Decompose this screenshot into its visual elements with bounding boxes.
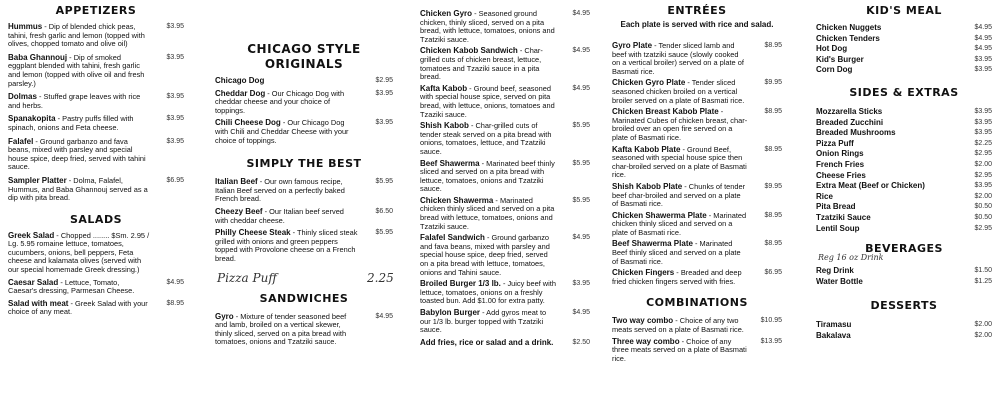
menu-item-name: Pita Bread bbox=[816, 202, 856, 212]
menu-item bbox=[215, 178, 393, 204]
sides-list bbox=[816, 107, 992, 234]
menu-item bbox=[8, 115, 184, 132]
menu-item-name: Hot Dog bbox=[816, 44, 848, 54]
menu-item-description: - Char-grilled cuts of tender steak served on a pita bread with onions, tomatoes, lettuce, and Tzatziki sauce. bbox=[420, 121, 552, 156]
menu-item-name: Dolmas bbox=[8, 92, 37, 102]
menu-item bbox=[612, 146, 782, 180]
menu-item bbox=[816, 202, 992, 213]
menu-item-price: $6.95 bbox=[166, 176, 184, 184]
sandwiches-continued-list bbox=[420, 10, 590, 335]
menu-item-price: $4.95 bbox=[572, 309, 590, 316]
menu-item bbox=[420, 10, 590, 44]
menu-item bbox=[215, 313, 393, 347]
menu-item-text bbox=[8, 93, 184, 110]
menu-item-price: $3.95 bbox=[974, 107, 992, 115]
menu-item-text bbox=[215, 313, 393, 347]
menu-item bbox=[816, 213, 992, 224]
menu-item-name: Chili Cheese Dog bbox=[215, 118, 281, 128]
menu-item-text bbox=[420, 197, 590, 231]
menu-item-name: Mozzarella Sticks bbox=[816, 106, 883, 116]
menu-item-description: - Dolma, Falafel, Hummus, and Baba Ghannouj served as a dip with pita bread. bbox=[8, 175, 148, 203]
menu-item-name: Greek Salad bbox=[8, 230, 55, 240]
menu-item bbox=[215, 77, 393, 86]
menu-item-name: Breaded Zucchini bbox=[816, 117, 884, 127]
menu-item-price: $3.95 bbox=[974, 118, 992, 126]
menu-item-description: - Ground beef, seasoned with special house spice, served on pita bread, with lettuce, onions, tomatoes and Tzaziki sauce. bbox=[420, 83, 555, 119]
menu-item-description: - Ground Beef, seasoned with special house spice then char-broiled served on a plate of Basmati rice. bbox=[612, 144, 747, 180]
menu-item-name: Philly Cheese Steak bbox=[215, 228, 291, 238]
menu-item-text bbox=[612, 240, 782, 266]
sandwiches-list bbox=[215, 313, 393, 347]
menu-item-name: Corn Dog bbox=[816, 65, 853, 75]
menu-item-description: - Tender sliced seasoned chicken broiled on a vertical broiler served on a plate of Basmati rice. bbox=[612, 78, 745, 105]
menu-item-description: - Stuffed grape leaves with rice and herbs. bbox=[8, 92, 141, 110]
menu-item-price: $3.95 bbox=[974, 66, 992, 74]
menu-item-price: $3.95 bbox=[166, 93, 184, 101]
chicago-heading-line2: ORIGINALS bbox=[264, 57, 344, 71]
menu-item-name: Baba Ghannouj bbox=[8, 52, 68, 62]
menu-item-price: $2.95 bbox=[375, 77, 393, 84]
menu-item-description: - Our Chicago Dog with cheddar cheese and your choice of toppings. bbox=[215, 88, 345, 115]
menu-item bbox=[816, 44, 992, 55]
menu-item-name: Babylon Burger bbox=[420, 308, 481, 317]
menu-item-name: Broiled Burger 1/3 lb. bbox=[420, 279, 501, 289]
menu-item-text bbox=[8, 177, 184, 203]
menu-item-name: Caesar Salad bbox=[8, 277, 59, 287]
menu-item-name: Falafel bbox=[8, 136, 34, 146]
menu-item-price: $4.95 bbox=[572, 234, 590, 242]
menu-item-text bbox=[215, 208, 393, 225]
menu-item-price: $3.95 bbox=[974, 129, 992, 137]
menu-item-text bbox=[420, 10, 590, 44]
menu-item bbox=[420, 85, 590, 119]
menu-item-name: Chicken Kabob Sandwich bbox=[420, 46, 518, 56]
menu-item bbox=[8, 138, 184, 172]
menu-item-price: $1.50 bbox=[974, 267, 992, 275]
menu-item bbox=[8, 300, 184, 317]
kids-heading: KID'S MEAL bbox=[866, 4, 942, 17]
appetizers-heading: APPETIZERS bbox=[55, 4, 137, 17]
menu-item-name: Water Bottle bbox=[816, 276, 863, 286]
menu-item-text bbox=[8, 279, 184, 296]
menu-item-description: - Dip of smoked eggplant blended with tahini, fresh garlic and lemon (topped with olive oil and fresh parsley.) bbox=[8, 52, 145, 88]
menu-item-price: $0.50 bbox=[974, 213, 992, 221]
menu-item-text bbox=[612, 269, 782, 286]
menu-item-price: $3.95 bbox=[974, 182, 992, 190]
handwritten-pizza-puff-price: 2.25 bbox=[367, 270, 394, 285]
menu-item bbox=[215, 229, 393, 263]
menu-item-text bbox=[215, 90, 393, 116]
menu-item-price: $9.95 bbox=[764, 182, 782, 190]
handwritten-drink-label: Reg 16 oz Drink bbox=[818, 253, 884, 263]
menu-item-name: Lentil Soup bbox=[816, 223, 860, 233]
menu-item-name: Chicken Fingers bbox=[612, 268, 675, 278]
menu-item bbox=[8, 177, 184, 203]
menu-item-text bbox=[612, 108, 782, 142]
menu-item-description: - Marinated chicken thinly sliced and served on a plate of Basmati rice. bbox=[612, 210, 747, 237]
menu-item bbox=[420, 160, 590, 194]
menu-item-price: $8.95 bbox=[764, 240, 782, 248]
menu-item bbox=[612, 269, 782, 286]
menu-item-description: - Char-grilled cuts of chicken breast, lettuce, tomatoes and Tzaziki sauce in a pita bread. bbox=[420, 46, 543, 82]
menu-item-text bbox=[8, 300, 184, 317]
menu-item-name: Three way combo bbox=[612, 336, 680, 346]
menu-item-name: Chicken Gyro Plate bbox=[612, 78, 686, 88]
menu-item-name: Reg Drink bbox=[816, 266, 854, 276]
menu-item bbox=[612, 183, 782, 209]
menu-item-price: $4.95 bbox=[974, 45, 992, 53]
menu-item-name: Tzatziki Sauce bbox=[816, 212, 871, 222]
menu-item-text bbox=[8, 138, 184, 172]
menu-item bbox=[816, 128, 992, 139]
menu-item-text bbox=[215, 178, 393, 204]
menu-item-text bbox=[612, 79, 782, 105]
menu-item-price: $4.95 bbox=[572, 10, 590, 17]
menu-item-price: $3.95 bbox=[166, 115, 184, 123]
menu-item-name: Cheddar Dog bbox=[215, 88, 266, 98]
menu-item-price: $2.95 bbox=[974, 150, 992, 158]
menu-item-price: $2.95 bbox=[974, 171, 992, 179]
menu-item-price: $2.00 bbox=[974, 192, 992, 200]
menu-item-price: $2.00 bbox=[974, 331, 992, 339]
menu-item bbox=[8, 93, 184, 110]
menu-item-price: $8.95 bbox=[764, 145, 782, 153]
addon-label: Add fries, rice or salad and a drink. bbox=[420, 337, 554, 347]
menu-item-name: Bakalava bbox=[816, 330, 851, 340]
menu-item bbox=[816, 181, 992, 192]
menu-item bbox=[816, 192, 992, 203]
menu-item-price: $4.95 bbox=[375, 312, 393, 320]
entrees-subtitle: Each plate is served with rice and salad. bbox=[620, 20, 774, 29]
menu-item-name: Gyro Plate bbox=[612, 41, 653, 50]
menu-item-text bbox=[8, 232, 184, 275]
menu-item bbox=[816, 224, 992, 235]
menu-item-text bbox=[420, 122, 590, 156]
menu-item-text bbox=[8, 115, 184, 132]
menu-item-description: - Our own famous recipe, Italian Beef served on a perfectly baked French bread. bbox=[215, 177, 345, 204]
menu-item-price: $8.95 bbox=[764, 42, 782, 49]
menu-item-description: - Add gyros meat to our 1/3 lb. burger topped with Tzatziki sauce. bbox=[420, 308, 547, 335]
entrees-column bbox=[612, 0, 782, 366]
menu-item-price: $4.95 bbox=[974, 34, 992, 42]
menu-item-price: $2.25 bbox=[974, 139, 992, 147]
entrees-list bbox=[612, 42, 782, 286]
menu-item-description: - Seasoned ground chicken, thinly sliced, served on a pita bread, with lettuce, tomatoes, onions and Tzatziki sauce. bbox=[420, 9, 555, 44]
menu-item-text bbox=[420, 160, 590, 194]
menu-item-name: Falafel Sandwich bbox=[420, 233, 485, 243]
combinations-heading: COMBINATIONS bbox=[646, 296, 748, 310]
menu-item bbox=[215, 208, 393, 225]
menu-item-description: - Ground garbanzo and fava beans, mixed with parsley and special house spice, deep fried, served on a pita bread with lettuce, tomatoes, onions and Tahini sauce. bbox=[420, 233, 550, 277]
menu-item-price: $5.95 bbox=[572, 159, 590, 167]
menu-item-description: - Pastry puffs filled with spinach, onions and Feta cheese. bbox=[8, 114, 134, 132]
menu-item-text bbox=[8, 54, 184, 88]
beverages-list bbox=[816, 266, 992, 287]
menu-item-text bbox=[612, 146, 782, 180]
desserts-list bbox=[816, 320, 992, 341]
menu-item bbox=[420, 309, 590, 335]
menu-item bbox=[816, 149, 992, 160]
menu-item bbox=[612, 42, 782, 76]
menu-item-price: $13.95 bbox=[760, 337, 782, 345]
menu-item-text bbox=[420, 47, 590, 81]
addon-note bbox=[420, 339, 590, 348]
menu-item bbox=[816, 160, 992, 171]
desserts-heading: DESSERTS bbox=[870, 299, 938, 313]
menu-item-description: - Thinly sliced steak grilled with onions and green peppers topped with Provolone cheese on a French bread. bbox=[215, 228, 358, 263]
chicago-heading-line1: CHICAGO STYLE bbox=[247, 42, 361, 56]
menu-item bbox=[816, 320, 992, 331]
menu-item-description: - Chopped ........ $Sm. 2.95 / Lg. 5.95 romaine lettuce, tomatoes, cucumbers, onions, bell peppers, Feta cheese and kalamata olives (served with our special homemade Greek dressing.) bbox=[8, 230, 150, 275]
menu-item-name: Beef Shawerma bbox=[420, 158, 480, 168]
menu-item-price: $3.95 bbox=[166, 137, 184, 145]
menu-item-name: Chicken Shawerma bbox=[420, 195, 494, 205]
menu-item bbox=[215, 119, 393, 145]
menu-item-price: $5.95 bbox=[572, 196, 590, 204]
menu-item-text bbox=[612, 317, 782, 334]
menu-item-text bbox=[612, 42, 782, 76]
menu-item-price: $3.95 bbox=[974, 55, 992, 63]
menu-item bbox=[612, 79, 782, 105]
menu-item-name: Breaded Mushrooms bbox=[816, 128, 896, 138]
menu-item-text bbox=[420, 85, 590, 119]
menu-item-name: Cheese Fries bbox=[816, 170, 866, 180]
menu-item-description: - Breaded and deep fried chicken fingers served with fries. bbox=[612, 268, 742, 286]
menu-item-description: - Chunks of tender beef char-broiled and served on a plate of Basmati rice. bbox=[612, 181, 746, 209]
menu-item-description: - Marinated Cubes of chicken breast, char-broiled over an open fire served on a plate of Basmati rice. bbox=[612, 107, 748, 142]
menu-item-name: Shish Kabob Plate bbox=[612, 181, 683, 191]
menu-item bbox=[612, 212, 782, 238]
menu-item-price: $5.95 bbox=[375, 178, 393, 186]
menu-item-name: Italian Beef bbox=[215, 177, 258, 187]
handwritten-pizza-puff bbox=[215, 268, 393, 288]
menu-item bbox=[8, 279, 184, 296]
menu-item bbox=[215, 90, 393, 116]
menu-item-price: $5.95 bbox=[375, 229, 393, 237]
menu-item bbox=[816, 139, 992, 150]
menu-item-price: $3.95 bbox=[166, 53, 184, 61]
menu-item bbox=[816, 34, 992, 45]
menu-item-name: Extra Meat (Beef or Chicken) bbox=[816, 181, 925, 191]
menu-item bbox=[816, 65, 992, 76]
menu-item bbox=[816, 107, 992, 118]
menu-item-description: - Choice of any three meats served on a plate of Basmati rice. bbox=[612, 336, 747, 363]
menu-item-description: - Mixture of tender seasoned beef and lamb, broiled on a vertical skewer, thinly sliced, served on a pita bread with tomatoes, onions and Tzatziki sauce. bbox=[215, 311, 347, 347]
menu-item-text bbox=[612, 212, 782, 238]
menu-item-description: - Ground garbanzo and fava beans, mixed with parsley and special house spice, deep fried, served with tahini sauce. bbox=[8, 136, 146, 172]
menu-item-text bbox=[8, 23, 184, 49]
menu-item bbox=[816, 266, 992, 277]
menu-item-description: - Marinated beef thinly sliced and served on a pita bread with lettuce, tomatoes, onions and Tzatziki sauce. bbox=[420, 158, 555, 194]
menu-item-name: Chicken Breast Kabob Plate bbox=[612, 107, 719, 117]
menu-item-description: - Juicy beef with lettuce, tomatoes, onions on a freshly toasted bun. Add $1.00 for extra patty. bbox=[420, 279, 556, 306]
menu-item-price: $3.95 bbox=[375, 119, 393, 127]
menu-item-price: $2.95 bbox=[974, 224, 992, 232]
menu-item-description: - Our Chicago Dog with Chili and Cheddar Cheese with your choice of toppings. bbox=[215, 118, 349, 145]
simply-best-heading: SIMPLY THE BEST bbox=[246, 157, 362, 171]
menu-item-name: Tiramasu bbox=[816, 320, 852, 330]
menu-item-description: - Tender sliced lamb and beef with tzatziki sauce (slowly cooked on a vertical broiler) served on a plate of Basmati rice. bbox=[612, 41, 744, 76]
menu-item-name: Spanakopita bbox=[8, 114, 56, 124]
menu-item bbox=[612, 338, 782, 364]
menu-item-name: Hummus bbox=[8, 22, 43, 31]
menu-item-name: Rice bbox=[816, 191, 833, 201]
menu-item-price: $2.00 bbox=[974, 321, 992, 329]
menu-item-description: - Choice of any two meats served on a plate of Basmati rice. bbox=[612, 316, 744, 335]
menu-item bbox=[816, 23, 992, 34]
menu-item-price: $5.95 bbox=[572, 122, 590, 130]
menu-item-text bbox=[612, 183, 782, 209]
menu-item-name: French Fries bbox=[816, 159, 865, 169]
menu-item-name: Beef Shawerma Plate bbox=[612, 239, 693, 249]
menu-item bbox=[8, 232, 184, 275]
menu-item bbox=[420, 197, 590, 231]
menu-item bbox=[420, 234, 590, 277]
menu-item-price: $4.95 bbox=[974, 24, 992, 31]
beverages-heading: BEVERAGES bbox=[865, 242, 943, 256]
sides-heading: SIDES & EXTRAS bbox=[849, 85, 959, 99]
menu-item-name: Shish Kabob bbox=[420, 121, 469, 131]
menu-item-price: $3.95 bbox=[375, 89, 393, 97]
kids-list bbox=[816, 23, 992, 76]
menu-item-name: Kid's Burger bbox=[816, 54, 864, 64]
menu-item-text bbox=[215, 77, 393, 86]
menu-item-price: $8.95 bbox=[764, 108, 782, 116]
menu-item-name: Sampler Platter bbox=[8, 175, 67, 185]
sandwiches-continued-column bbox=[420, 0, 590, 347]
menu-item bbox=[420, 47, 590, 81]
menu-item bbox=[612, 317, 782, 334]
menu-item bbox=[420, 280, 590, 306]
menu-item-description: - Marinated chicken thinly sliced and served on a pita bread with lettuce, tomatoes, onions and Tzatziki sauce. bbox=[420, 195, 555, 231]
menu-item-name: Chicken Shawerma Plate bbox=[612, 210, 707, 220]
menu-item-price: $1.25 bbox=[974, 277, 992, 285]
menu-item bbox=[8, 54, 184, 88]
addon-price: $2.50 bbox=[572, 338, 590, 346]
salads-heading: SALADS bbox=[69, 212, 122, 226]
combinations-list bbox=[612, 317, 782, 363]
menu-item-name: Pizza Puff bbox=[816, 138, 854, 148]
menu-item-name: Salad with meat bbox=[8, 298, 69, 308]
menu-item-name: Onion Rings bbox=[816, 149, 864, 159]
menu-item-name: Kafta Kabob Plate bbox=[612, 144, 681, 154]
menu-item bbox=[816, 118, 992, 129]
menu-item-text bbox=[420, 234, 590, 277]
chicago-list bbox=[215, 77, 393, 145]
menu-item bbox=[816, 331, 992, 342]
menu-item-name: Chicken Tenders bbox=[816, 33, 880, 43]
extras-column bbox=[816, 0, 992, 341]
simply-best-list bbox=[215, 178, 393, 263]
menu-item-price: $4.95 bbox=[572, 47, 590, 55]
menu-item bbox=[420, 122, 590, 156]
menu-item-price: $2.00 bbox=[974, 160, 992, 168]
menu-item-price: $4.95 bbox=[166, 278, 184, 286]
menu-item-text bbox=[420, 280, 590, 306]
menu-item-description: - Dip of blended chick peas, tahini, fresh garlic and lemon (topped with olives, chopped tomato and olive oil) bbox=[8, 22, 145, 49]
menu-item-text bbox=[420, 309, 590, 335]
menu-item bbox=[612, 240, 782, 266]
menu-item-price: $6.95 bbox=[764, 269, 782, 277]
menu-item-description: - Lettuce, Tomato, Caesar's dressing, Parmesan Cheese. bbox=[8, 277, 135, 296]
menu-item bbox=[816, 277, 992, 288]
menu-item-name: Chicago Dog bbox=[215, 76, 265, 85]
menu-item bbox=[816, 171, 992, 182]
menu-item bbox=[612, 108, 782, 142]
menu-item-name: Gyro bbox=[215, 311, 234, 321]
salads-list bbox=[8, 232, 184, 317]
menu-item-price: $9.95 bbox=[764, 79, 782, 87]
menu-item-price: $0.50 bbox=[974, 203, 992, 211]
menu-item-description: - Marinated Beef thinly sliced and served on a plate of Basmati rice. bbox=[612, 239, 741, 266]
menu-item-text bbox=[215, 229, 393, 263]
menu-item-price: $8.95 bbox=[764, 211, 782, 219]
menu-item-price: $3.95 bbox=[572, 280, 590, 288]
menu-item-price: $4.95 bbox=[572, 84, 590, 92]
appetizers-column bbox=[8, 0, 184, 321]
entrees-heading: ENTRÉES bbox=[667, 4, 727, 17]
menu-item-name: Kafta Kabob bbox=[420, 83, 468, 93]
chicago-column bbox=[215, 0, 393, 351]
appetizers-list bbox=[8, 23, 184, 203]
sandwiches-heading: SANDWICHES bbox=[259, 291, 349, 305]
menu-item-name: Cheezy Beef bbox=[215, 206, 263, 216]
menu-item-text bbox=[612, 338, 782, 364]
menu-item-text bbox=[215, 119, 393, 145]
menu-item-name: Chicken Nuggets bbox=[816, 23, 882, 32]
menu-item-name: Two way combo bbox=[612, 316, 674, 326]
menu-item-description: - Our Italian beef served with cheddar cheese. bbox=[215, 206, 344, 225]
menu-item-price: $10.95 bbox=[760, 317, 782, 325]
menu-item-price: $3.95 bbox=[166, 23, 184, 30]
menu-item-name: Chicken Gyro bbox=[420, 9, 473, 18]
menu-item bbox=[816, 55, 992, 66]
menu-item-price: $8.95 bbox=[166, 299, 184, 307]
handwritten-drink-note bbox=[816, 253, 992, 266]
menu-item-price: $6.50 bbox=[375, 207, 393, 215]
menu-item-description: - Greek Salad with your choice of any meat. bbox=[8, 298, 148, 317]
menu-item bbox=[8, 23, 184, 49]
handwritten-pizza-puff-label: Pizza Puff bbox=[217, 270, 277, 285]
